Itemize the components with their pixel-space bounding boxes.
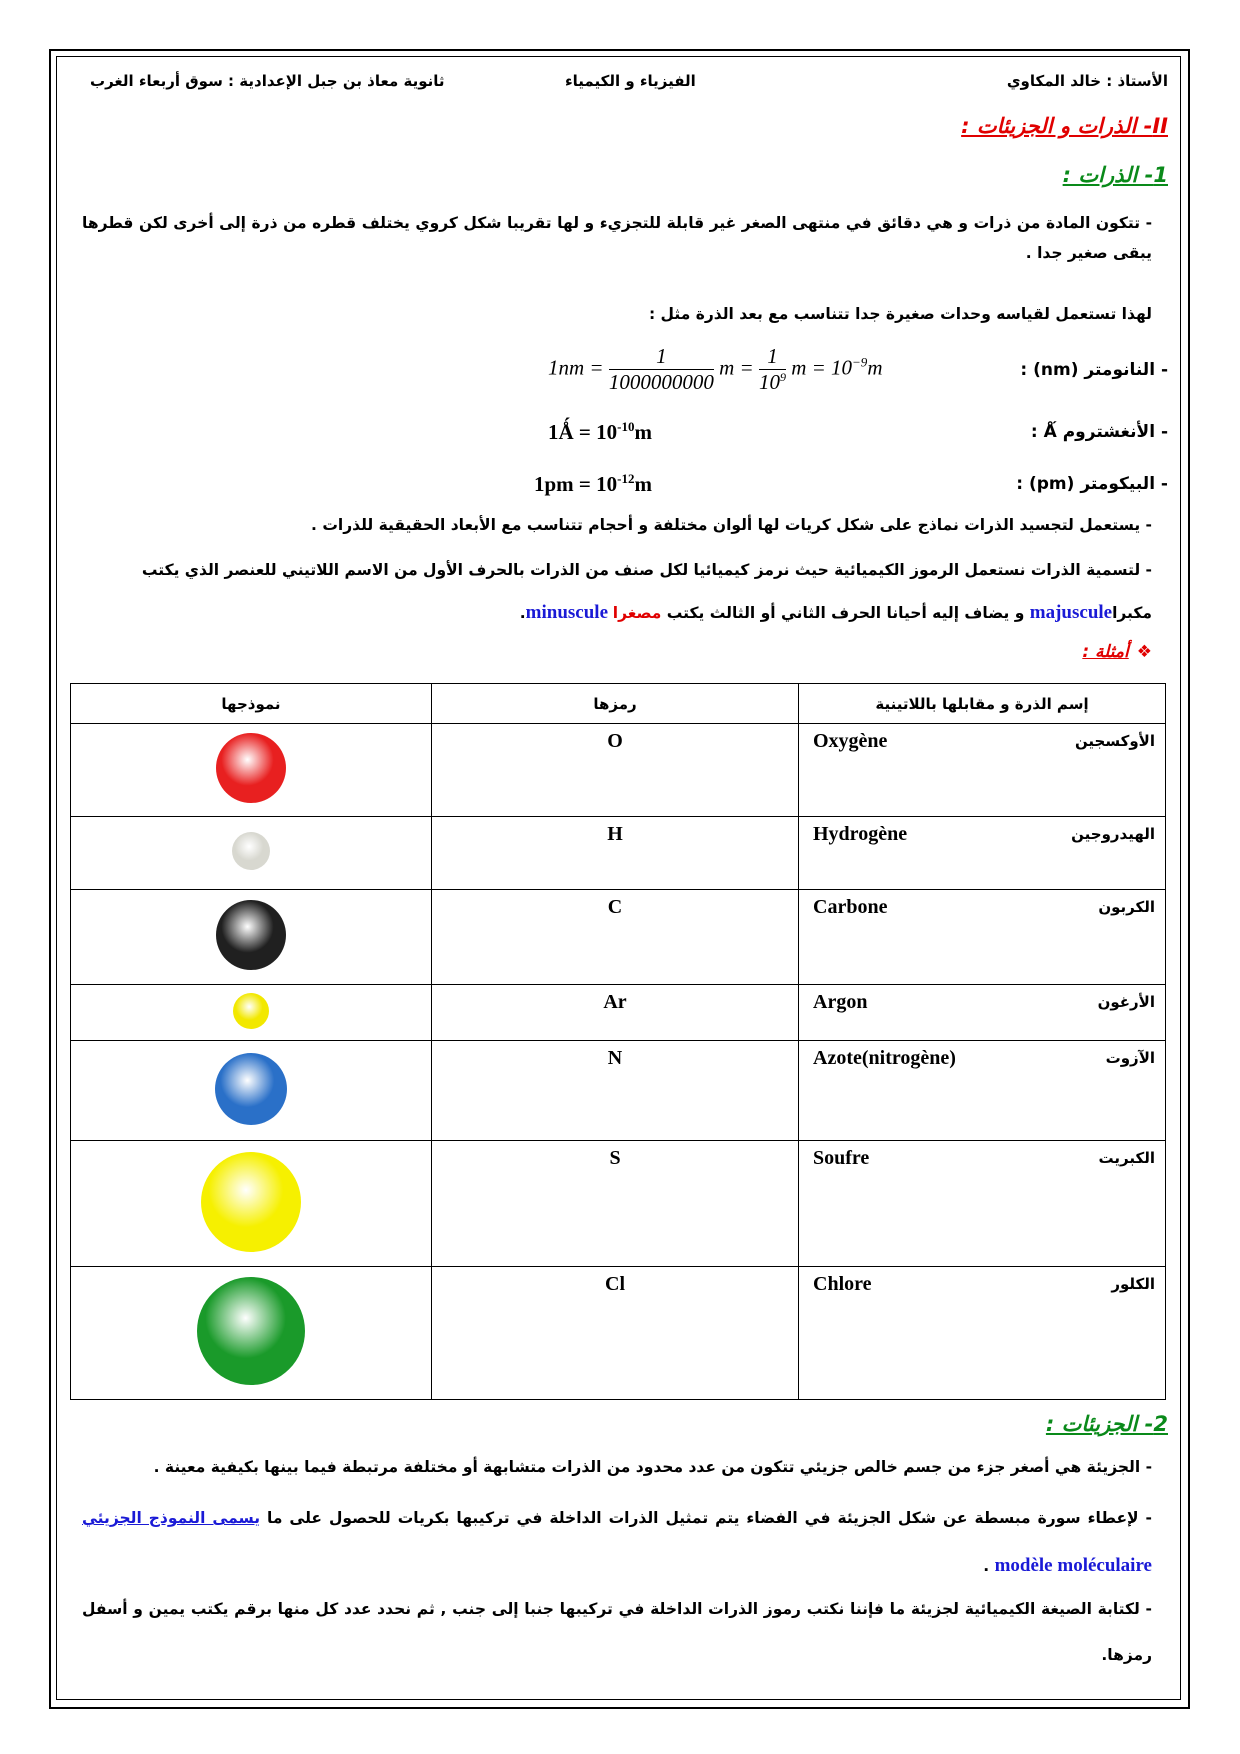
atom-model-sphere-icon xyxy=(233,993,269,1029)
atom-symbol: Cl xyxy=(432,1267,799,1400)
molecules-subtitle: 2- الجزيئات : xyxy=(1045,1412,1168,1436)
table-row xyxy=(71,724,1166,817)
atom-latin-name: Argon xyxy=(813,991,868,1013)
nm-num-2: 1 xyxy=(759,344,786,370)
atom-latin-name: Carbone xyxy=(813,896,888,918)
atom-name-cell xyxy=(799,1141,1166,1267)
atom-model-sphere-icon xyxy=(215,1053,287,1125)
school-name: ثانوية معاذ بن جبل الإعدادية : سوق أربعاء الغرب xyxy=(90,72,445,90)
atoms-paragraph-3: - يستعمل لتجسيد الذرات نماذج على شكل كريات لها ألوان مختلفة و أحجام تتناسب مع الأبعاد الحقيقية للذرات . xyxy=(311,516,1152,534)
a-exp: -10 xyxy=(617,419,635,434)
atom-model-cell xyxy=(71,1267,432,1400)
molecules-paragraph-3: - لكتابة الصيغة الكيميائية لجزيئة ما فإننا نكتب رموز الذرات الداخلة في تركيبها جنبا إلى جنب , ثم نحدد عدد كل منها برقم يكتب يمين و أسفل رمزها. xyxy=(82,1600,1152,1664)
table-row xyxy=(71,1267,1166,1400)
atom-model-sphere-icon xyxy=(197,1277,305,1385)
atom-arabic-name: الكلور xyxy=(1111,1275,1155,1293)
atom-name-cell xyxy=(799,985,1166,1041)
atom-name-cell xyxy=(799,1041,1166,1141)
molecular-model-latin: modèle moléculaire xyxy=(994,1555,1152,1576)
atom-name-cell xyxy=(799,724,1166,817)
picometer-formula xyxy=(534,471,652,497)
subject-name: الفيزياء و الكيمياء xyxy=(565,72,696,90)
minuscule-ar: مصغرا xyxy=(612,604,662,622)
header-symbol: رمزها xyxy=(432,684,799,724)
angstrom-label: - الأنغشتروم Ǻ : xyxy=(1030,422,1168,442)
section-title: II- الذرات و الجزيئات : xyxy=(961,114,1168,138)
nm-den-2-exp: 9 xyxy=(779,370,786,384)
para6-text: - لإعطاء سورة مبسطة عن شكل الجزيئة في الفضاء يتم تمثيل الذرات الداخلة في تركيبها بكريات للحصول على ما xyxy=(260,1509,1152,1527)
nm-fraction-2 xyxy=(759,344,786,395)
molecules-paragraph-1: - الجزيئة هي أصغر جزء من جسم خالص جزيئي تتكون من عدد محدود من الذرات متشابهة أو مختلفة مرتبطة فيما بينها بكيفية معينة . xyxy=(153,1458,1152,1476)
angstrom-formula xyxy=(548,419,652,445)
nm-rhs: m = 10 xyxy=(791,355,853,380)
atom-symbol: Ar xyxy=(432,985,799,1041)
teacher-name: الأستاذ : خالد المكاوي xyxy=(1006,72,1168,90)
atom-name-cell xyxy=(799,817,1166,890)
table-row xyxy=(71,985,1166,1041)
table-row xyxy=(71,890,1166,985)
para4-end: . xyxy=(519,604,526,622)
atom-symbol: S xyxy=(432,1141,799,1267)
atom-model-sphere-icon xyxy=(216,733,286,803)
nm-den-2-base: 10 xyxy=(758,370,780,394)
a-unit: m xyxy=(634,420,652,444)
atom-latin-name: Oxygène xyxy=(813,730,888,752)
pm-unit: m xyxy=(634,472,652,496)
atom-arabic-name: الأوكسجين xyxy=(1074,732,1155,750)
atoms-table xyxy=(70,683,1166,1400)
atom-model-sphere-icon xyxy=(232,832,270,870)
atom-symbol: C xyxy=(432,890,799,985)
atom-symbol: N xyxy=(432,1041,799,1141)
atoms-paragraph-4: - لتسمية الذرات نستعمل الرموز الكيميائية حيث نرمز كيميائيا لكل صنف من الذرات بالحرف الأول من الاسم اللاتيني للعنصر الذي يكتب xyxy=(141,561,1152,579)
atom-latin-name: Chlore xyxy=(813,1273,872,1295)
table-row xyxy=(71,1041,1166,1141)
atom-model-sphere-icon xyxy=(201,1152,301,1252)
table-row xyxy=(71,1141,1166,1267)
table-row xyxy=(71,817,1166,890)
atom-name-cell xyxy=(799,1267,1166,1400)
nanometer-formula xyxy=(548,344,882,395)
nm-fraction-1 xyxy=(609,344,714,395)
majuscule-word: majuscule xyxy=(1029,602,1113,623)
molecules-paragraph-2 xyxy=(82,1494,1152,1590)
molecular-model-link[interactable]: يسمى النموذج الجزيئي xyxy=(82,1509,261,1527)
atom-model-cell xyxy=(71,890,432,985)
a-lhs: 1Ǻ = 10 xyxy=(548,420,618,444)
atom-arabic-name: الهيدروجين xyxy=(1071,825,1155,843)
atom-model-cell xyxy=(71,817,432,890)
atom-latin-name: Azote(nitrogène) xyxy=(813,1047,956,1069)
atoms-paragraph-4-line-2 xyxy=(82,598,1152,628)
atoms-paragraph-2: لهذا تستعمل لقياسه وحدات صغيرة جدا تتناسب مع بعد الذرة مثل : xyxy=(648,305,1152,323)
nm-rhs-exp: −9 xyxy=(852,354,868,370)
header-model: نموذجها xyxy=(71,684,432,724)
nm-den-2 xyxy=(759,370,786,395)
nm-rhs-unit: m xyxy=(867,355,883,380)
nanometer-label: - النانومتر (nm) : xyxy=(1020,360,1168,380)
atom-name-cell xyxy=(799,890,1166,985)
examples-title: أمثلة : xyxy=(1082,642,1129,662)
atom-symbol: O xyxy=(432,724,799,817)
picometer-label: - البيكومتر (pm) : xyxy=(1016,474,1168,494)
majuscule-ar: مكبرا xyxy=(1112,604,1152,622)
para6-end: . xyxy=(983,1557,995,1575)
atom-symbol: H xyxy=(432,817,799,890)
table-header-row xyxy=(71,684,1166,724)
atom-latin-name: Soufre xyxy=(813,1147,870,1169)
diamond-bullet-icon: ❖ xyxy=(1136,642,1152,662)
atom-arabic-name: الكبريت xyxy=(1098,1149,1155,1167)
atoms-subtitle: 1- الذرات : xyxy=(1062,163,1168,187)
atom-arabic-name: الآزوت xyxy=(1105,1049,1155,1067)
para4-middle: و يضاف إليه أحيانا الحرف الثاني أو الثالث يكتب xyxy=(661,604,1030,622)
atom-model-cell xyxy=(71,724,432,817)
nm-mid: m = xyxy=(719,355,754,380)
nm-lhs: 1nm = xyxy=(548,355,604,380)
pm-lhs: 1pm = 10 xyxy=(534,472,618,496)
header-name: إسم الذرة و مقابلها باللاتينية xyxy=(799,684,1166,724)
atom-model-cell xyxy=(71,1141,432,1267)
pm-exp: -12 xyxy=(617,471,635,486)
atom-model-cell xyxy=(71,1041,432,1141)
atom-latin-name: Hydrogène xyxy=(813,823,908,845)
atom-arabic-name: الأرغون xyxy=(1097,993,1155,1011)
atom-model-cell xyxy=(71,985,432,1041)
nm-num-1: 1 xyxy=(609,344,714,370)
atoms-paragraph-1: - تتكون المادة من ذرات و هي دقائق في منتهى الصغر غير قابلة للتجزيء و لها تقريبا شكل كروي يختلف قطره من ذرة إلى أخرى لكن قطرها يبقى صغير جدا . xyxy=(82,214,1152,262)
minuscule-word: minuscule xyxy=(525,602,613,623)
atom-model-sphere-icon xyxy=(216,900,286,970)
examples-heading xyxy=(1082,642,1152,662)
nm-den-1: 1000000000 xyxy=(608,370,714,394)
atom-arabic-name: الكربون xyxy=(1098,898,1155,916)
